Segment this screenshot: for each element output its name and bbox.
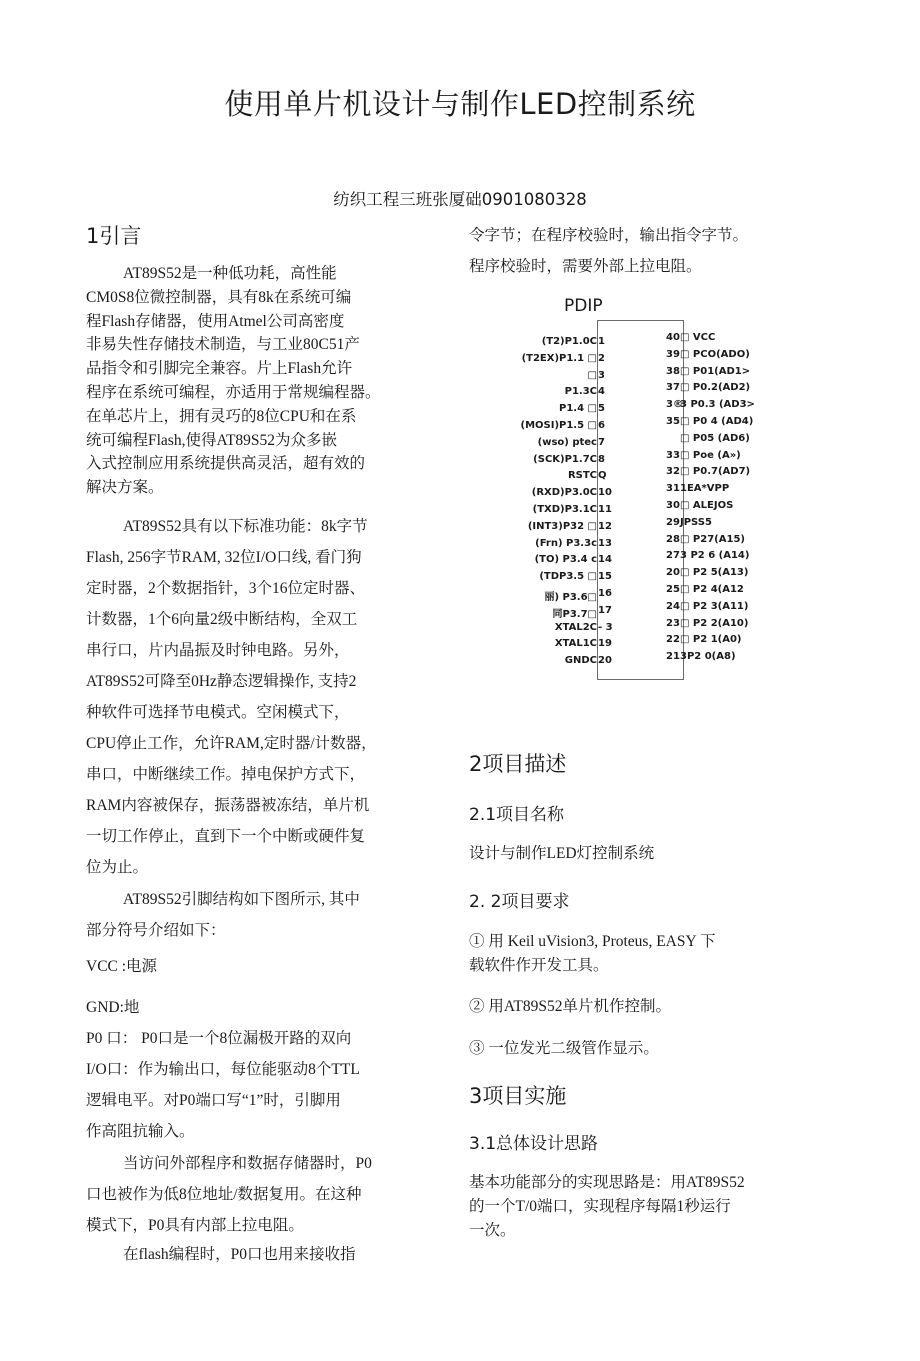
pin-number: 19 bbox=[598, 638, 612, 650]
pin-label: 3 P0.3 (AD3> bbox=[680, 399, 755, 411]
pin-number: 17 bbox=[598, 604, 612, 616]
pin-number: 37 bbox=[666, 382, 680, 394]
chip-pin-right bbox=[666, 567, 790, 583]
pin-label: (TDP3.5 □ bbox=[539, 571, 597, 583]
pin-number: 28 bbox=[666, 533, 680, 545]
chip-pin-left bbox=[510, 336, 622, 352]
chip-pin-right bbox=[666, 466, 790, 482]
pin-label: (wso) ptec bbox=[537, 436, 597, 448]
chip-pin-right bbox=[666, 517, 790, 533]
chip-pin-right bbox=[666, 634, 790, 650]
pin-label: (T2)P1.0C bbox=[541, 336, 597, 347]
pin-number: 20 bbox=[666, 567, 680, 579]
pin-number: 11 bbox=[598, 504, 612, 515]
pin-number: 30 bbox=[666, 500, 680, 511]
chip-pin-left bbox=[510, 588, 622, 604]
pin-label: □ P0.2(AD2) bbox=[680, 382, 751, 394]
chip-pin-left bbox=[510, 622, 622, 638]
pin-number: 39 bbox=[666, 348, 680, 360]
pin-number: 10 bbox=[598, 487, 612, 499]
pin-number: 21 bbox=[666, 651, 680, 663]
chip-pin-right bbox=[666, 349, 790, 365]
p0-address-paragraph: 当访问外部程序和数据存储器时，P0 口也被作为低8位地址/数据复用。在这种 模式下，P0具有内部上拉电阻。 bbox=[86, 1155, 372, 1234]
chip-pin-left bbox=[510, 655, 622, 671]
chip-pin-right bbox=[666, 399, 790, 415]
pin-number: 33 bbox=[666, 449, 680, 461]
pin-number: 20 bbox=[598, 655, 612, 667]
pin-label: P1.4 □ bbox=[559, 403, 597, 415]
requirement-item-3: ③ 一位发光二级管作显示。 bbox=[469, 1040, 659, 1057]
section-2-heading: 2项目描述 bbox=[469, 752, 567, 776]
pin-label: □ P27(A15) bbox=[680, 533, 745, 545]
pin-intro-paragraph: AT89S52引脚结构如下图所示, 其中 部分符号介绍如下： bbox=[86, 891, 360, 939]
pin-label: 同P3.7□ bbox=[552, 608, 597, 620]
chip-pin-right bbox=[666, 550, 790, 566]
requirement-item-2: ② 用AT89S52单片机作控制。 bbox=[469, 998, 671, 1015]
section-3-1-heading: 3.1总体设计思路 bbox=[469, 1134, 599, 1154]
pin-number: 16 bbox=[598, 588, 612, 599]
continued-paragraph: 令字节；在程序校验时，输出指令字节。 程序校验时，需要外部上拉电阻。 bbox=[469, 227, 749, 275]
pin-number: 8 bbox=[598, 453, 605, 465]
chip-pin-right bbox=[666, 651, 790, 667]
features-paragraph: AT89S52具有以下标准功能：8k字节 Flash, 256字节RAM, 32位I/O口线, 看门狗 定时器，2个数据指针，3个16位定时器、 计数器，1个6向量2级中断结构，全双工 串行口，片内晶振及时钟电路。另外， AT89S52可降至0Hz静态逻辑操作, 支持2 种软件可选择节电模式。空闲模式下， CPU停止工作，允许RAM,定时器/计数器， 串口，中断继续工作。掉电保护方式下， RAM内容被保存，振荡器被冻结，单片机 一切工作停止，直到下一个中断或硬件复 位为止。 bbox=[86, 518, 377, 876]
chip-pin-left bbox=[510, 454, 622, 470]
chip-pin-right bbox=[666, 534, 790, 550]
chip-pin-left bbox=[510, 470, 622, 486]
pin-label: (T2EX)P1.1 □ bbox=[521, 352, 597, 364]
pin-label: □ P05 (AD6) bbox=[680, 432, 750, 444]
design-idea-text: 基本功能部分的实现思路是：用AT89S52 的一个T/0端口，实现程序每隔1秒运行 一次。 bbox=[469, 1174, 745, 1239]
section-3-heading: 3项目实施 bbox=[469, 1084, 567, 1108]
pin-label: 1EA*VPP bbox=[680, 483, 730, 495]
section-2-2-heading: 2. 2项目要求 bbox=[469, 892, 570, 912]
pin-label: □ P2 3(A11) bbox=[680, 600, 749, 612]
pin-label: RSTC bbox=[567, 470, 597, 482]
pin-label: XTAL2C bbox=[554, 621, 597, 633]
pin-number: 1 bbox=[598, 336, 605, 347]
page-title: 使用单片机设计与制作LED控制系统 bbox=[224, 87, 696, 121]
chip-pin-right bbox=[666, 416, 790, 432]
pin-label: □ P2 2(A10) bbox=[680, 617, 749, 629]
pin-number: 3® bbox=[666, 399, 683, 411]
pin-label: (RXD)P3.0C bbox=[531, 487, 597, 499]
pin-label: XTAL1C bbox=[554, 638, 597, 650]
pin-label: 3P2 0(A8) bbox=[680, 651, 736, 663]
pin-label: 丽) P3.6□ bbox=[544, 592, 597, 603]
chip-pin-right bbox=[666, 483, 790, 499]
chip-pin-left bbox=[510, 571, 622, 587]
pin-label: □ PCO(ADO) bbox=[680, 348, 750, 360]
pin-number: 38 bbox=[666, 365, 680, 377]
pin-number: 24 bbox=[666, 600, 680, 612]
chip-pin-right bbox=[666, 450, 790, 466]
pin-number: 14 bbox=[598, 554, 612, 566]
author-line: 纺织工程三班张厦础0901080328 bbox=[333, 190, 587, 209]
pin-number: Q bbox=[598, 470, 607, 482]
pin-number: 40 bbox=[666, 332, 680, 343]
chip-pin-right bbox=[666, 382, 790, 398]
chip-pin-left bbox=[510, 487, 622, 503]
pin-label: GNDC bbox=[564, 655, 597, 667]
pin-label: JPSS5 bbox=[680, 516, 712, 528]
pin-label: □ ALEJOS bbox=[680, 500, 734, 511]
pin-number: - 3 bbox=[598, 621, 613, 633]
chip-pin-left bbox=[510, 386, 622, 402]
pin-label: □ bbox=[587, 369, 597, 381]
chip-pin-left bbox=[510, 605, 622, 621]
pin-label: 3 P2 6 (A14) bbox=[680, 550, 750, 562]
gnd-desc: GND:地 bbox=[86, 999, 140, 1016]
pin-number: 27 bbox=[666, 550, 680, 562]
pin-number: 29 bbox=[666, 516, 680, 528]
pin-label: (INT3)P32 □ bbox=[527, 520, 597, 532]
chip-pin-right bbox=[666, 332, 790, 348]
p0-flash-paragraph: 在flash编程时，P0口也用来接收指 bbox=[123, 1246, 356, 1263]
pin-number: 3 bbox=[598, 369, 605, 381]
pdip-pinout-diagram bbox=[510, 296, 790, 686]
pin-number: 2 bbox=[598, 352, 605, 364]
pin-label: (TO) P3.4 c bbox=[534, 554, 597, 566]
chip-pin-left bbox=[510, 521, 622, 537]
pin-number: 12 bbox=[598, 520, 612, 532]
pin-label: (MOSI)P1.5 □ bbox=[520, 420, 597, 431]
chip-pin-left bbox=[510, 353, 622, 369]
chip-pin-right bbox=[666, 366, 790, 382]
pin-label: □ Poe (A») bbox=[680, 449, 741, 461]
pin-number: 22 bbox=[666, 634, 680, 646]
chip-pin-left bbox=[510, 554, 622, 570]
requirement-item-1: ① 用 Keil uVision3, Proteus, EASY 下 载软件作开发工具。 bbox=[469, 933, 716, 974]
chip-pin-right bbox=[666, 601, 790, 617]
pin-label: □ P0.7(AD7) bbox=[680, 466, 751, 478]
pin-number: 23 bbox=[666, 617, 680, 629]
chip-pin-left bbox=[510, 538, 622, 554]
pin-number: 13 bbox=[598, 537, 612, 549]
project-name-text: 设计与制作LED灯控制系统 bbox=[469, 845, 655, 862]
p0-desc: P0 口： P0口是一个8位漏极开路的双向 I/O口：作为输出口，每位能驱动8个TTL 逻辑电平。对P0端口写“1”时，引脚用 作高阻抗输入。 bbox=[86, 1030, 360, 1140]
chip-pin-right bbox=[666, 500, 790, 516]
chip-pin-right bbox=[666, 433, 790, 449]
section-2-1-heading: 2.1项目名称 bbox=[469, 805, 565, 825]
chip-pin-left bbox=[510, 638, 622, 654]
chip-pin-left bbox=[510, 370, 622, 386]
pin-number: 15 bbox=[598, 571, 612, 583]
pin-label: P1.3C bbox=[564, 386, 597, 398]
chip-package-label: PDIP bbox=[564, 296, 603, 316]
pin-label: (SCK)P1.7C bbox=[533, 453, 597, 465]
chip-pin-left bbox=[510, 437, 622, 453]
chip-pin-left bbox=[510, 403, 622, 419]
intro-paragraph: AT89S52是一种低功耗，高性能 CM0S8位微控制器，具有8k在系统可编 程Flash存储器，使用Atmel公司高密度 非易失性存储技术制造，与工业80C51产 品指令和引脚完全兼容。片上Flash允许 程序在系统可编程，亦适用于常规编程器。 在单芯片上，拥有灵巧的8位CPU和在系 统可编程Flash,使得AT89S52为众多嵌 入式控制应用系统提供高灵活，超有效的 解决方案。 bbox=[86, 265, 381, 497]
pin-number: 5 bbox=[598, 403, 605, 415]
vcc-desc: VCC :电源 bbox=[86, 958, 158, 975]
pin-number: 25 bbox=[666, 584, 680, 595]
pin-number: 6 bbox=[598, 420, 605, 431]
pin-number: 4 bbox=[598, 386, 605, 398]
pin-label: (TXD)P3.1C bbox=[532, 504, 597, 515]
pin-label: (Frn) P3.3c bbox=[535, 537, 597, 549]
chip-pin-left bbox=[510, 420, 622, 436]
pin-number: 35 bbox=[666, 416, 680, 427]
pin-label: □ P01(AD1> bbox=[680, 365, 751, 377]
pin-label: □ P2 4(A12 bbox=[680, 584, 744, 595]
pin-number: 32 bbox=[666, 466, 680, 478]
pin-number: 7 bbox=[598, 436, 605, 448]
pin-label: □ P2 1(A0) bbox=[680, 634, 742, 646]
chip-pin-right bbox=[666, 618, 790, 634]
pin-label: □ P2 5(A13) bbox=[680, 567, 749, 579]
pin-label: □ VCC bbox=[680, 332, 716, 343]
pin-number: 31 bbox=[666, 483, 680, 495]
chip-pin-left bbox=[510, 504, 622, 520]
chip-pin-right bbox=[666, 584, 790, 600]
section-1-heading: 1引言 bbox=[86, 224, 142, 248]
pin-label: □ P0 4 (AD4) bbox=[680, 416, 754, 427]
